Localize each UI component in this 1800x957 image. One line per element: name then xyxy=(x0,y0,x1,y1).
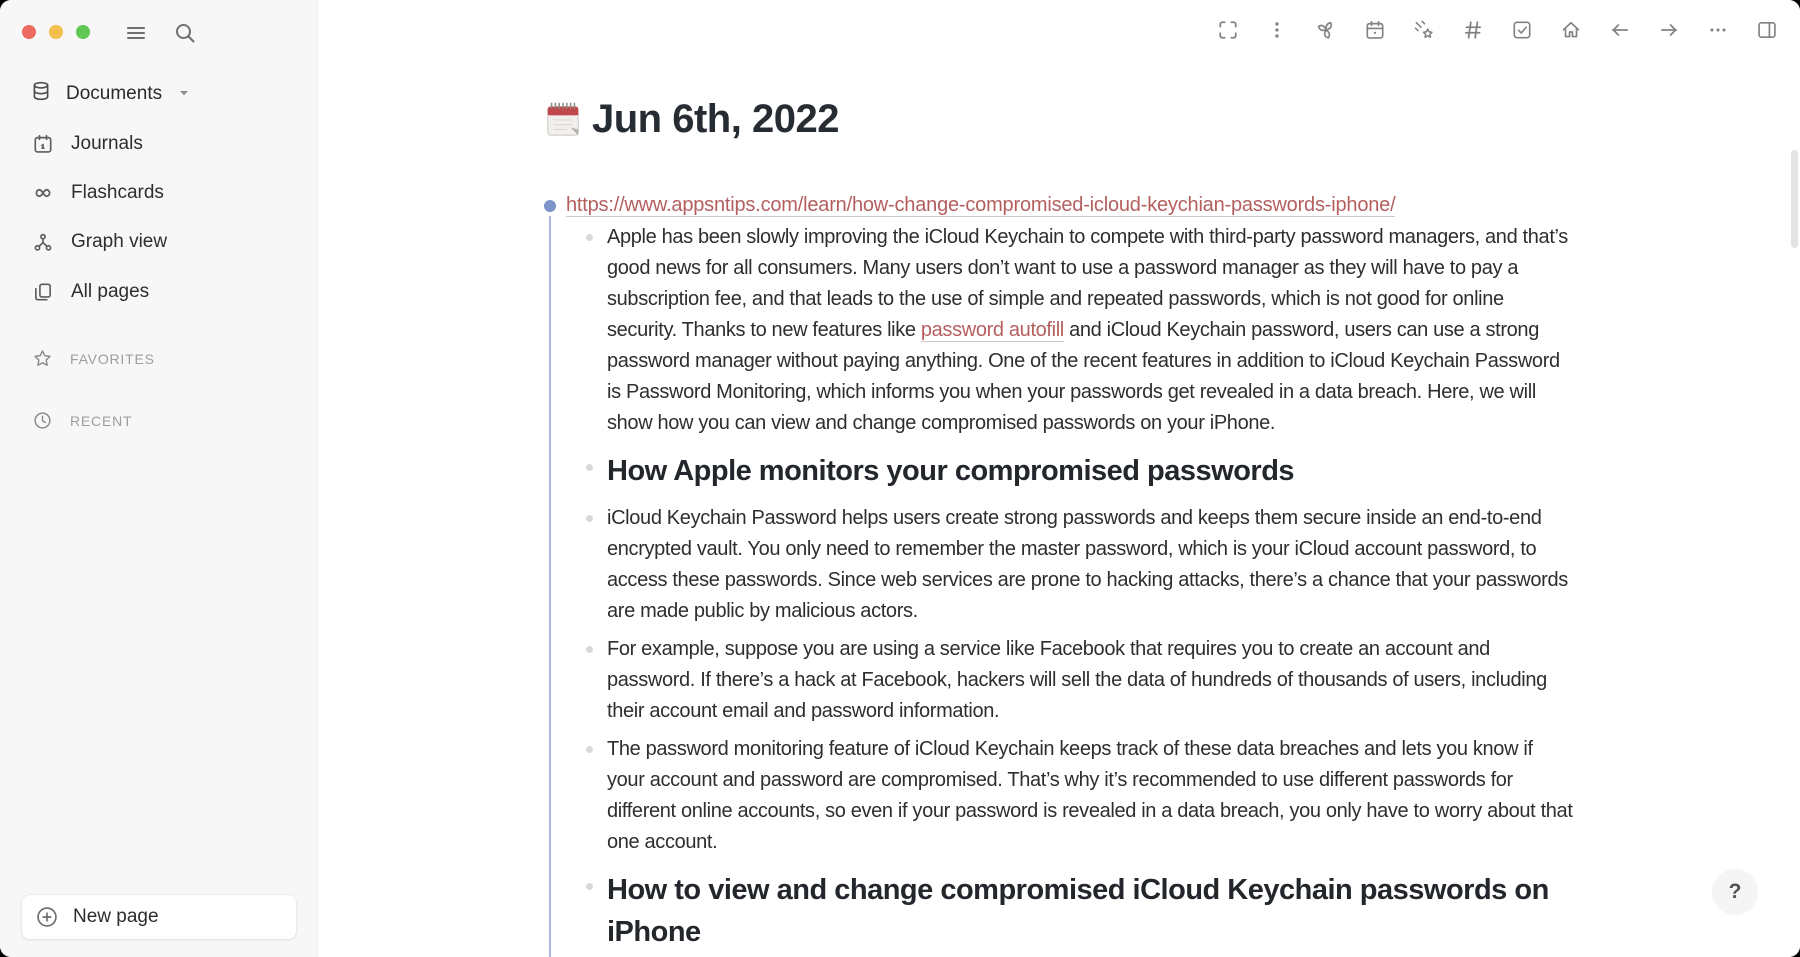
sidebar-item-label: Flashcards xyxy=(71,182,164,203)
block-children xyxy=(544,222,1574,957)
help-label: ? xyxy=(1728,880,1742,903)
sidebar-item-label: Journals xyxy=(71,133,143,154)
right-sidebar-toggle-icon[interactable] xyxy=(1756,19,1778,41)
new-page-label: New page xyxy=(73,906,159,927)
database-icon xyxy=(30,80,52,108)
block-paragraph[interactable] xyxy=(544,734,1574,858)
heading-text[interactable]: How Apple monitors your compromised passwords xyxy=(607,455,1295,487)
block-heading[interactable] xyxy=(544,865,1574,957)
block-bullet[interactable] xyxy=(586,646,593,653)
scrollbar-thumb[interactable] xyxy=(1791,150,1798,248)
journal-page xyxy=(544,0,1574,957)
sidebar-section-recent[interactable] xyxy=(32,410,132,431)
sidebar-item-journals[interactable] xyxy=(32,133,143,155)
nav-back-icon[interactable] xyxy=(1609,19,1631,41)
sidebar-section-favorites[interactable] xyxy=(32,348,155,369)
inline-link-password-autofill[interactable]: password autofill xyxy=(920,319,1064,341)
clock-icon xyxy=(32,410,53,431)
sidebar-section-label: RECENT xyxy=(70,412,133,429)
graph-nodes-icon xyxy=(32,231,54,253)
main-content-area xyxy=(318,0,1800,957)
sidebar-item-label: All pages xyxy=(71,281,150,302)
bullet-thread-line xyxy=(549,216,551,957)
block-heading[interactable] xyxy=(544,446,1574,496)
star-icon xyxy=(32,348,53,369)
block-url[interactable] xyxy=(544,190,1574,221)
infinity-icon xyxy=(32,182,54,204)
hamburger-menu-icon[interactable] xyxy=(123,20,149,46)
left-sidebar xyxy=(0,0,318,957)
sidebar-section-label: FAVORITES xyxy=(70,350,155,367)
block-paragraph[interactable] xyxy=(544,222,1574,439)
paragraph-text-run: and iCloud Keychain password, users can use a strong password manager without paying anything. One of the recent features in addition to iCloud Keychain Password is Password Monitoring, which informs you when your passwords get revealed in a data breach. Here, we will show how you can view and change compromised passwords on your iPhone. xyxy=(607,319,1560,434)
chevron-down-icon xyxy=(178,83,190,105)
outline xyxy=(544,190,1574,957)
block-bullet[interactable] xyxy=(586,883,593,890)
sidebar-item-graph-view[interactable] xyxy=(32,231,167,253)
more-options-icon[interactable] xyxy=(1707,19,1729,41)
paragraph-text[interactable]: iCloud Keychain Password helps users create strong passwords and keeps them secure inside an end-to-end encrypted vault. You only need to remember the master password, which is your iCloud account password, to access these passwords. Since web services are prone to hacking attacks, there’s a chance that your passwords are made public by malicious actors. xyxy=(607,507,1568,622)
zoom-window-button[interactable] xyxy=(76,25,90,39)
minimize-window-button[interactable] xyxy=(49,25,63,39)
graph-switcher-label: Documents xyxy=(66,83,163,104)
page-title-text: Jun 6th, 2022 xyxy=(592,97,839,141)
external-link[interactable]: https://www.appsntips.com/learn/how-change-compromised-icloud-keychian-passwords-iphone/ xyxy=(566,194,1396,216)
block-paragraph[interactable] xyxy=(544,634,1574,727)
block-bullet[interactable] xyxy=(586,464,593,471)
paragraph-text[interactable] xyxy=(607,222,1574,439)
paragraph-text[interactable]: For example, suppose you are using a service like Facebook that requires you to create an account and password. If there’s a hack at Facebook, hackers will sell the data of hundreds of thousands of users, including their account email and password information. xyxy=(607,638,1547,722)
block-paragraph[interactable] xyxy=(544,503,1574,627)
block-bullet-collapsed[interactable] xyxy=(544,200,556,212)
block-bullet[interactable] xyxy=(586,234,593,241)
pages-copy-icon xyxy=(32,281,54,303)
spiral-calendar-emoji xyxy=(544,100,582,138)
paragraph-text-run: Apple has been slowly improving the iCloud Keychain to compete with third-party password managers, and that’s good news for all consumers. Many users don’t want to use a password manager as they will have to pay a subscription fee, and that leads to the use of simple and repeated passwords, which is not good for online security. Thanks to new features like xyxy=(607,226,1568,341)
nav-forward-icon[interactable] xyxy=(1658,19,1680,41)
block-bullet[interactable] xyxy=(586,746,593,753)
help-button[interactable] xyxy=(1712,869,1758,915)
block-bullet[interactable] xyxy=(586,515,593,522)
calendar-icon xyxy=(32,133,54,155)
sidebar-item-all-pages[interactable] xyxy=(32,281,149,303)
window-controls xyxy=(22,25,90,39)
page-title[interactable] xyxy=(544,90,1574,148)
sidebar-item-flashcards[interactable] xyxy=(32,182,164,204)
paragraph-text[interactable]: The password monitoring feature of iCloud Keychain keeps track of these data breaches and lets you know if your account and password are compromised. That’s why it’s recommended to use different passwords for different online accounts, so even if your password is revealed in a data breach, you only have to worry about that one account. xyxy=(607,738,1573,853)
close-window-button[interactable] xyxy=(22,25,36,39)
plus-circle-icon xyxy=(35,905,59,929)
sidebar-item-label: Graph view xyxy=(71,231,168,252)
new-page-button[interactable] xyxy=(22,895,296,939)
graph-switcher[interactable] xyxy=(30,80,190,108)
search-icon[interactable] xyxy=(172,20,198,46)
heading-text[interactable]: How to view and change compromised iCloud Keychain passwords on iPhone xyxy=(607,874,1549,948)
